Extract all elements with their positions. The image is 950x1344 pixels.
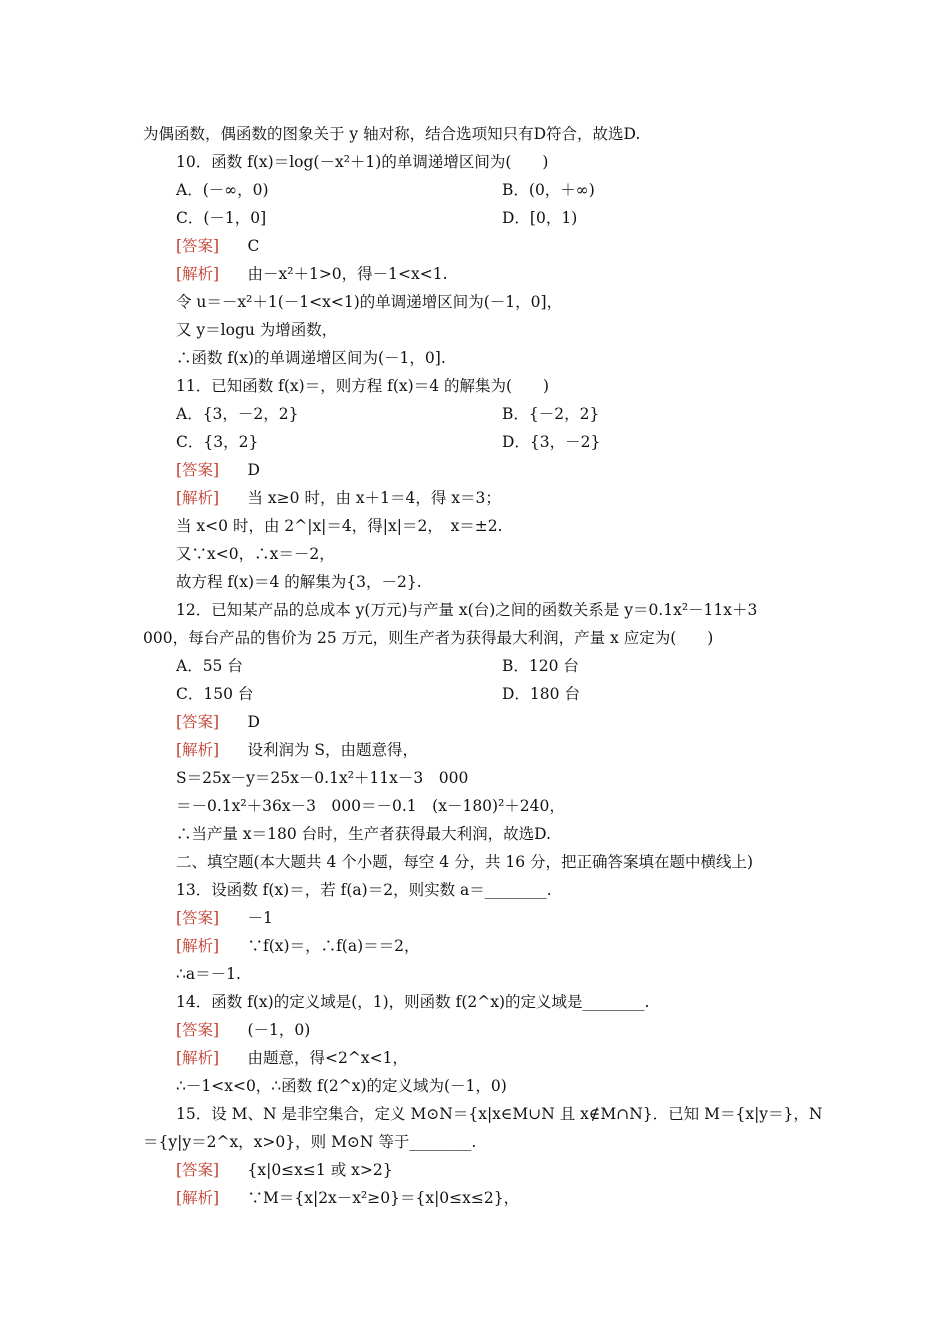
body-text: 又∵x<0，∴x＝－2， xyxy=(176,545,335,563)
analysis-label: [解析] xyxy=(176,1049,220,1067)
answer-text: ∵f(x)＝，∴f(a)＝＝2， xyxy=(232,937,420,955)
body-text: ＝{y|y＝2^x，x>0}，则 M⊙N 等于________. xyxy=(143,1133,477,1151)
body-text: S＝25x－y＝25x－0.1x²＋11x－3 000 xyxy=(176,769,469,787)
text-line xyxy=(0,736,950,764)
text-line xyxy=(0,988,950,1016)
body-text: A．(－∞，0) xyxy=(176,181,269,199)
text-line xyxy=(0,624,950,652)
text-line xyxy=(0,680,950,708)
text-line xyxy=(0,428,950,456)
text-line xyxy=(0,1156,950,1184)
text-line xyxy=(0,568,950,596)
analysis-label: [解析] xyxy=(176,741,220,759)
body-text: A．{3，－2，2} xyxy=(176,405,299,423)
text-line xyxy=(0,148,950,176)
answer-text: D xyxy=(232,713,260,731)
option-text: D．180 台 xyxy=(502,685,580,703)
body-text: 为偶函数，偶函数的图象关于 y 轴对称，结合选项知只有D符合，故选D. xyxy=(143,125,641,143)
analysis-label: [解析] xyxy=(176,937,220,955)
answer-text: －1 xyxy=(232,909,273,927)
text-line xyxy=(0,316,950,344)
option-text: B．120 台 xyxy=(502,657,579,675)
answer-text: C xyxy=(232,237,260,255)
body-text: 令 u＝－x²＋1(－1<x<1)的单调递增区间为(－1，0]， xyxy=(176,293,563,311)
body-text: 10．函数 f(x)＝log(－x²＋1)的单调递增区间为( ) xyxy=(176,153,549,171)
body-text: A．55 台 xyxy=(176,657,243,675)
answer-text: {x|0≤x≤1 或 x>2} xyxy=(232,1161,393,1179)
body-text: C．150 台 xyxy=(176,685,254,703)
answer-text: 当 x≥0 时，由 x＋1＝4，得 x＝3； xyxy=(232,489,501,507)
text-line xyxy=(0,456,950,484)
body-text: ∴函数 f(x)的单调递增区间为(－1，0]. xyxy=(176,349,446,367)
body-text: 15．设 M、N 是非空集合，定义 M⊙N＝{x|x∈M∪N 且 x∉M∩N}．已知 M＝{x|y＝}，N xyxy=(176,1105,823,1123)
text-line xyxy=(0,1100,950,1128)
body-text: 12．已知某产品的总成本 y(万元)与产量 x(台)之间的函数关系是 y＝0.1x²－11x＋3 xyxy=(176,601,758,619)
body-text: 二、填空题(本大题共 4 个小题，每空 4 分，共 16 分，把正确答案填在题中横线上) xyxy=(176,853,754,871)
text-line xyxy=(0,512,950,540)
body-text: ∴－1<x<0，∴函数 f(2^x)的定义域为(－1，0) xyxy=(176,1077,507,1095)
answer-text: ∵M＝{x|2x－x²≥0}＝{x|0≤x≤2}， xyxy=(232,1189,520,1207)
body-text: 11．已知函数 f(x)＝，则方程 f(x)＝4 的解集为( ) xyxy=(176,377,550,395)
text-line xyxy=(0,876,950,904)
text-line xyxy=(0,1072,950,1100)
body-text: 又 y＝logu 为增函数， xyxy=(176,321,338,339)
answer-label: [答案] xyxy=(176,1161,220,1179)
option-text: B．{－2，2} xyxy=(502,405,600,423)
option-text: D．[0，1) xyxy=(502,209,578,227)
body-text: 故方程 f(x)＝4 的解集为{3，－2}. xyxy=(176,573,422,591)
body-text: 000，每台产品的售价为 25 万元，则生产者为获得最大利润，产量 x 应定为( ) xyxy=(143,629,714,647)
answer-text: (－1，0) xyxy=(232,1021,311,1039)
text-line xyxy=(0,400,950,428)
text-line xyxy=(0,764,950,792)
body-text: 当 x<0 时，由 2^|x|＝4，得|x|＝2， x＝±2. xyxy=(176,517,503,535)
text-line xyxy=(0,372,950,400)
answer-label: [答案] xyxy=(176,909,220,927)
answer-text: D xyxy=(232,461,260,479)
analysis-label: [解析] xyxy=(176,489,220,507)
text-line xyxy=(0,960,950,988)
body-text: ∴当产量 x＝180 台时，生产者获得最大利润，故选D. xyxy=(176,825,551,843)
answer-text: 设利润为 S，由题意得， xyxy=(232,741,419,759)
text-line xyxy=(0,120,950,148)
text-line xyxy=(0,652,950,680)
text-line xyxy=(0,904,950,932)
text-line xyxy=(0,1016,950,1044)
option-text: D．{3，－2} xyxy=(502,433,601,451)
text-line xyxy=(0,260,950,288)
text-line xyxy=(0,1044,950,1072)
text-line xyxy=(0,232,950,260)
body-text: 13．设函数 f(x)＝，若 f(a)＝2，则实数 a＝________. xyxy=(176,881,552,899)
text-line xyxy=(0,484,950,512)
answer-label: [答案] xyxy=(176,461,220,479)
answer-label: [答案] xyxy=(176,237,220,255)
answer-text: 由－x²＋1>0，得－1<x<1. xyxy=(232,265,448,283)
body-text: C．(－1，0] xyxy=(176,209,267,227)
text-line xyxy=(0,792,950,820)
text-line xyxy=(0,1184,950,1212)
answer-text: 由题意，得<2^x<1， xyxy=(232,1049,408,1067)
body-text: ∴a＝－1. xyxy=(176,965,241,983)
text-line xyxy=(0,932,950,960)
text-line xyxy=(0,540,950,568)
text-line xyxy=(0,848,950,876)
text-line xyxy=(0,176,950,204)
analysis-label: [解析] xyxy=(176,1189,220,1207)
text-line xyxy=(0,708,950,736)
text-line xyxy=(0,596,950,624)
body-text: C．{3，2} xyxy=(176,433,259,451)
answer-label: [答案] xyxy=(176,1021,220,1039)
answer-label: [答案] xyxy=(176,713,220,731)
analysis-label: [解析] xyxy=(176,265,220,283)
option-text: B．(0，＋∞) xyxy=(502,181,595,199)
body-text: 14．函数 f(x)的定义域是(，1)，则函数 f(2^x)的定义域是________. xyxy=(176,993,650,1011)
text-line xyxy=(0,1128,950,1156)
text-line xyxy=(0,288,950,316)
text-line xyxy=(0,820,950,848)
text-line xyxy=(0,204,950,232)
text-line xyxy=(0,344,950,372)
body-text: ＝－0.1x²＋36x－3 000＝－0.1 (x－180)²＋240， xyxy=(176,797,565,815)
